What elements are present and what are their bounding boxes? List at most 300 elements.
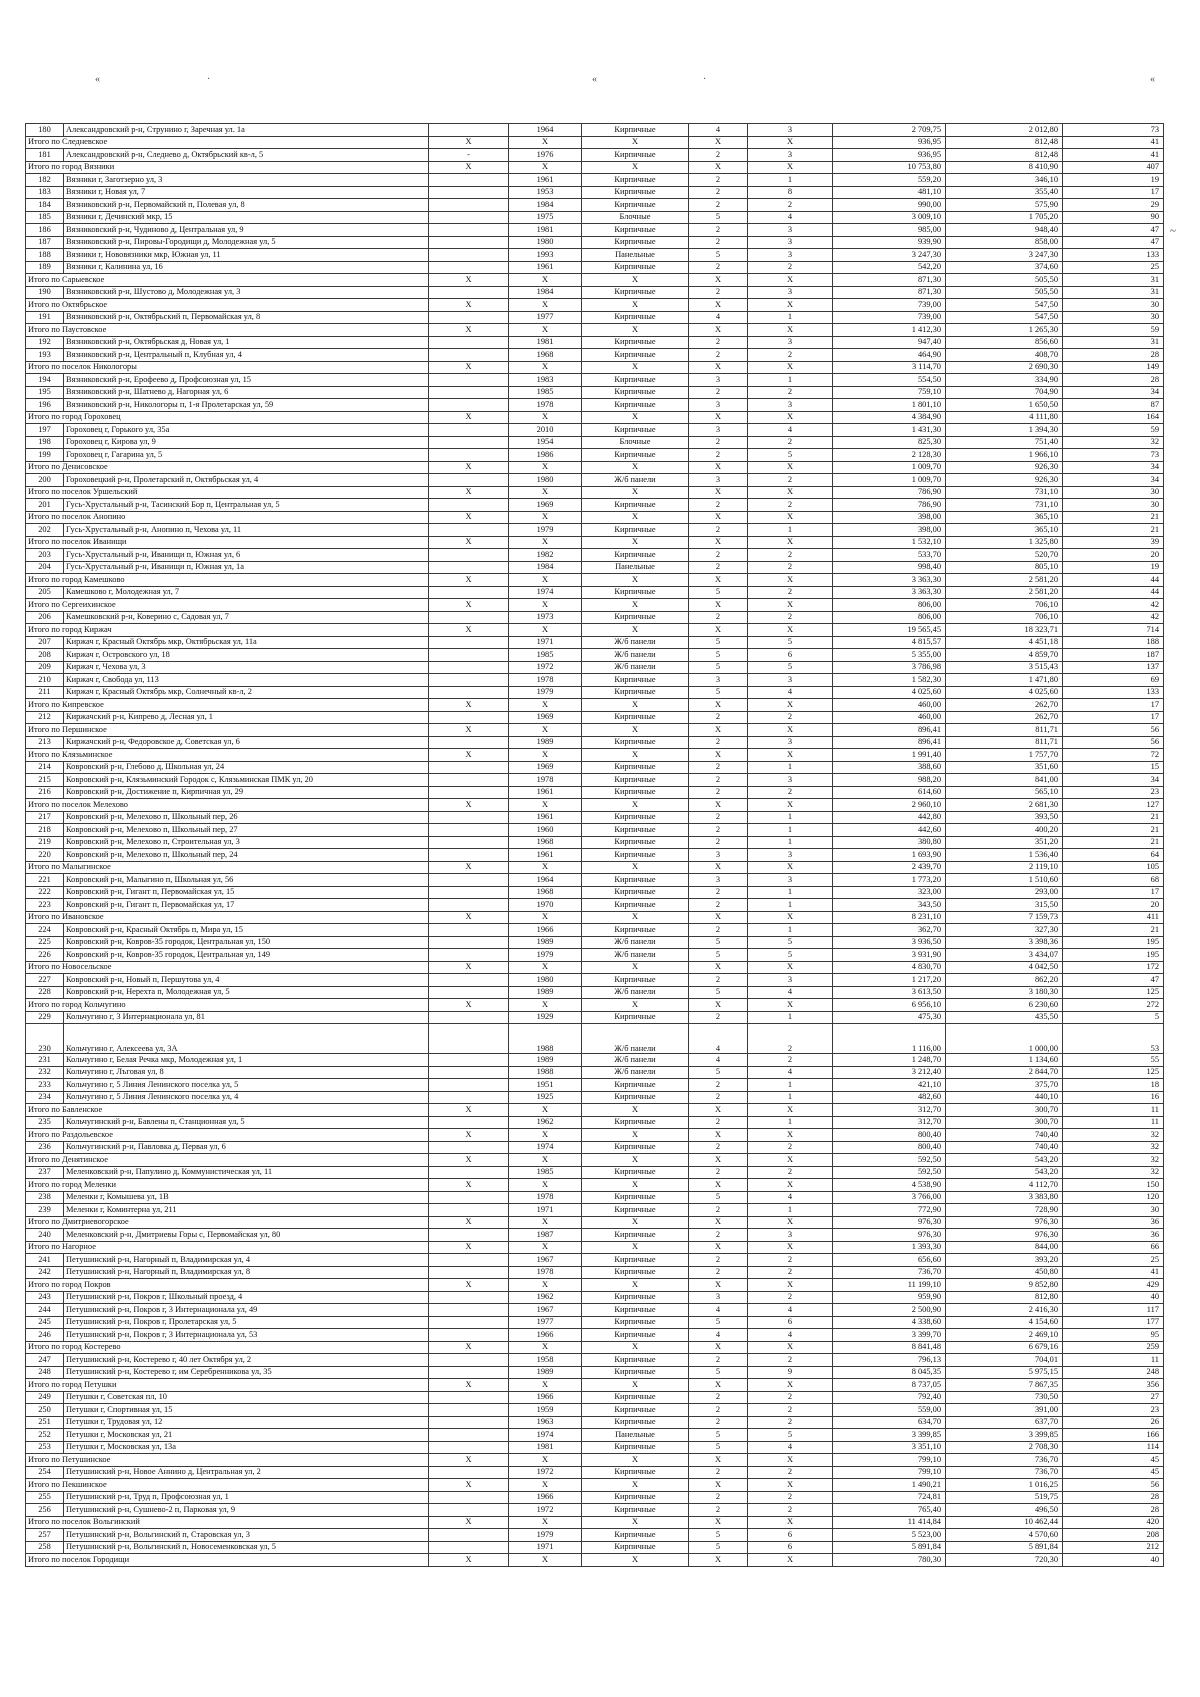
row-material: Кирпичные [582,1316,689,1329]
row-address: Меленковский р-н, Папулино д, Коммунистическая ул, 11 [64,1166,429,1179]
row-number: 196 [26,399,64,412]
row-material: X [582,1379,689,1392]
row-area-total: 799,10 [833,1454,946,1467]
row-material: X [582,799,689,812]
row-entrances: 1 [748,1204,833,1217]
row-residents: 41 [1063,149,1164,162]
row-material: Кирпичные [582,924,689,937]
table-row [26,1491,1164,1504]
row-number: 193 [26,349,64,362]
row-address: Гусь-Хрустальный р-н, Анопино п, Чехова ул, 11 [64,524,429,537]
table-row [26,986,1164,999]
table-row [26,1529,1164,1542]
row-year: 1977 [509,1316,582,1329]
row-address: Петушки г, Спортивная ул, 15 [64,1404,429,1417]
row-material: X [582,161,689,174]
row-area-living: 637,70 [946,1416,1063,1429]
row-floors: X [689,299,748,312]
row-material: Кирпичные [582,524,689,537]
row-residents: 172 [1063,961,1164,974]
row-year: 1989 [509,1054,582,1067]
row-entrances: 5 [748,449,833,462]
row-area-total: 559,00 [833,1404,946,1417]
subtotal-label: Итого по Денятинское [26,1154,429,1167]
row-area-living: 720,30 [946,1554,1063,1567]
row-area-total: 3 351,10 [833,1441,946,1454]
row-material: Кирпичные [582,424,689,437]
row-floors: 2 [689,449,748,462]
row-number: 237 [26,1166,64,1179]
row-number: 242 [26,1266,64,1279]
row-area-total: 634,70 [833,1416,946,1429]
subtotal-row [26,799,1164,812]
row-area-total: 442,80 [833,811,946,824]
row-floors: X [689,599,748,612]
row-number: 211 [26,686,64,699]
table-row [26,1166,1164,1179]
row-residents: 59 [1063,324,1164,337]
row-residents: 25 [1063,261,1164,274]
row-entrances: 9 [748,1366,833,1379]
row-area-living: 5 891,84 [946,1541,1063,1554]
subtotal-label: Итого по Новосельское [26,961,429,974]
row-year: X [509,1554,582,1567]
row-number: 204 [26,561,64,574]
row-area-total: 8 045,35 [833,1366,946,1379]
subtotal-row [26,724,1164,737]
row-year: 1966 [509,1491,582,1504]
row-year: X [509,161,582,174]
row-year: 1978 [509,674,582,687]
row-area-total: 988,20 [833,774,946,787]
row-area-living: 3 515,43 [946,661,1063,674]
row-number: 240 [26,1229,64,1242]
table-row [26,249,1164,262]
row-area-living: 740,40 [946,1129,1063,1142]
row-area-living: 293,00 [946,886,1063,899]
row-x-marker [429,261,509,274]
row-x-marker [429,1024,509,1054]
row-address: Меленки г, Комышева ул, 1В [64,1191,429,1204]
row-x-marker [429,886,509,899]
row-number: 207 [26,636,64,649]
row-floors: X [689,749,748,762]
row-entrances: 1 [748,1116,833,1129]
row-residents: 356 [1063,1379,1164,1392]
row-year: 1985 [509,386,582,399]
row-area-living: 2 119,10 [946,861,1063,874]
row-material: X [582,1516,689,1529]
row-residents: 30 [1063,499,1164,512]
row-floors: X [689,1379,748,1392]
row-x-marker [429,1054,509,1067]
row-area-total: 959,90 [833,1291,946,1304]
table-row [26,186,1164,199]
row-x-marker [429,561,509,574]
row-residents: 30 [1063,299,1164,312]
row-number: 236 [26,1141,64,1154]
row-floors: 5 [689,1066,748,1079]
row-floors: 2 [689,811,748,824]
row-entrances: X [748,1104,833,1117]
table-row [26,374,1164,387]
row-material: X [582,411,689,424]
row-entrances: 6 [748,649,833,662]
row-number: 214 [26,761,64,774]
row-entrances: X [748,1279,833,1292]
row-area-total: 990,00 [833,199,946,212]
subtotal-row [26,749,1164,762]
row-x-marker [429,474,509,487]
row-area-living: 4 154,60 [946,1316,1063,1329]
row-area-total: 388,60 [833,761,946,774]
row-material: Ж/б панели [582,1024,689,1054]
row-area-living: 365,10 [946,511,1063,524]
row-entrances: 2 [748,1504,833,1517]
row-year: 1961 [509,786,582,799]
row-x-marker [429,524,509,537]
row-number: 180 [26,124,64,137]
subtotal-row [26,324,1164,337]
row-year: X [509,274,582,287]
row-entrances: 8 [748,186,833,199]
row-address: Вязниковский р-н, Центральный п, Клубная ул, 4 [64,349,429,362]
subtotal-row [26,1129,1164,1142]
row-number: 254 [26,1466,64,1479]
row-year: X [509,461,582,474]
scan-side-mark: ~ [1170,225,1176,237]
row-year: 1980 [509,474,582,487]
row-entrances: 2 [748,711,833,724]
row-floors: 5 [689,986,748,999]
row-address: Кольчугино г, Белая Речка мкр, Молодежная ул, 1 [64,1054,429,1067]
row-number: 220 [26,849,64,862]
row-entrances: 3 [748,674,833,687]
row-address: Гороховец г, Гагарина ул, 5 [64,449,429,462]
subtotal-label: Итого по поселок Мелехово [26,799,429,812]
row-number: 206 [26,611,64,624]
row-area-living: 728,90 [946,1204,1063,1217]
row-residents: 21 [1063,836,1164,849]
row-x-marker: X [429,1216,509,1229]
row-area-living: 505,50 [946,274,1063,287]
row-residents: 73 [1063,449,1164,462]
table-row [26,811,1164,824]
row-address: Вязниковский р-н, Октябрьская д, Новая ул, 1 [64,336,429,349]
row-floors: 2 [689,974,748,987]
row-residents: 20 [1063,899,1164,912]
row-entrances: 2 [748,474,833,487]
row-area-total: 896,41 [833,736,946,749]
row-area-living: 7 867,35 [946,1379,1063,1392]
row-area-total: 739,00 [833,299,946,312]
row-material: Кирпичные [582,336,689,349]
row-area-total: 4 830,70 [833,961,946,974]
row-residents: 72 [1063,749,1164,762]
row-area-living: 262,70 [946,711,1063,724]
row-floors: 5 [689,649,748,662]
table-row [26,774,1164,787]
row-material: Кирпичные [582,1204,689,1217]
row-residents: 407 [1063,161,1164,174]
row-number: 239 [26,1204,64,1217]
table-row [26,674,1164,687]
row-area-living: 355,40 [946,186,1063,199]
row-entrances: 2 [748,1254,833,1267]
row-x-marker [429,711,509,724]
row-residents: 45 [1063,1454,1164,1467]
row-entrances: 1 [748,924,833,937]
row-address: Петушинский р-н, Вольгинский п, Новосеменковская ул, 5 [64,1541,429,1554]
row-number: 248 [26,1366,64,1379]
row-area-total: 380,80 [833,836,946,849]
subtotal-row [26,1454,1164,1467]
row-number: 189 [26,261,64,274]
row-entrances: 2 [748,1354,833,1367]
row-area-total: 896,41 [833,724,946,737]
row-material: Кирпичные [582,774,689,787]
row-area-total: 947,40 [833,336,946,349]
row-material: Кирпичные [582,1141,689,1154]
row-residents: 259 [1063,1341,1164,1354]
row-entrances: 1 [748,1091,833,1104]
row-floors: 2 [689,899,748,912]
row-area-total: 3 114,70 [833,361,946,374]
row-address: Камешковский р-н, Коверино с, Садовая ул, 7 [64,611,429,624]
row-number: 228 [26,986,64,999]
row-x-marker [429,824,509,837]
subtotal-label: Итого по Пекшинское [26,1479,429,1492]
row-area-living: 2 416,30 [946,1304,1063,1317]
row-area-total: 2 960,10 [833,799,946,812]
row-entrances: 4 [748,424,833,437]
row-floors: 5 [689,211,748,224]
row-year: 1984 [509,199,582,212]
row-x-marker [429,1141,509,1154]
table-row [26,611,1164,624]
row-entrances: 2 [748,1291,833,1304]
subtotal-label: Итого по Нагорное [26,1241,429,1254]
row-residents: 195 [1063,936,1164,949]
row-residents: 45 [1063,1466,1164,1479]
row-area-total: 1 248,70 [833,1054,946,1067]
row-year: 1971 [509,1541,582,1554]
table-row [26,661,1164,674]
subtotal-row [26,1479,1164,1492]
row-residents: 149 [1063,361,1164,374]
table-row [26,399,1164,412]
row-material: X [582,1341,689,1354]
row-entrances: 5 [748,636,833,649]
row-residents: 26 [1063,1416,1164,1429]
row-number: 194 [26,374,64,387]
row-area-total: 542,20 [833,261,946,274]
row-year: 1960 [509,824,582,837]
row-x-marker: X [429,574,509,587]
row-floors: 2 [689,1354,748,1367]
row-year: 1989 [509,936,582,949]
row-floors: X [689,1129,748,1142]
table-row [26,474,1164,487]
row-x-marker [429,899,509,912]
table-row [26,224,1164,237]
row-area-living: 4 451,18 [946,636,1063,649]
row-floors: 2 [689,761,748,774]
row-area-total: 796,13 [833,1354,946,1367]
table-row [26,1329,1164,1342]
table-row [26,1304,1164,1317]
row-floors: X [689,911,748,924]
row-year: 1967 [509,1254,582,1267]
row-address: Ковровский р-н, Мелехово п, Школьный пер, 24 [64,849,429,862]
row-material: Кирпичные [582,311,689,324]
row-material: Ж/б панели [582,1054,689,1067]
row-address: Гусь-Хрустальный р-н, Тасинский Бор п, Центральная ул, 5 [64,499,429,512]
table-row [26,1024,1164,1054]
row-residents: 11 [1063,1354,1164,1367]
row-x-marker [429,1304,509,1317]
row-floors: 3 [689,1291,748,1304]
row-residents: 28 [1063,1491,1164,1504]
row-floors: 2 [689,499,748,512]
row-area-living: 375,70 [946,1079,1063,1092]
row-x-marker [429,1404,509,1417]
table-row [26,1366,1164,1379]
row-year: 1968 [509,836,582,849]
row-residents: 177 [1063,1316,1164,1329]
row-entrances: X [748,161,833,174]
row-entrances: 4 [748,1441,833,1454]
row-floors: 2 [689,199,748,212]
row-area-living: 450,80 [946,1266,1063,1279]
subtotal-label: Итого по город Петушки [26,1379,429,1392]
row-floors: X [689,1454,748,1467]
row-year: X [509,599,582,612]
row-address: Петушинский р-н, Покров г, Пролетарская ул, 5 [64,1316,429,1329]
row-area-living: 2 690,30 [946,361,1063,374]
subtotal-label: Итого по Раздольевское [26,1129,429,1142]
row-entrances: X [748,1216,833,1229]
row-residents: 127 [1063,799,1164,812]
row-entrances: 2 [748,1166,833,1179]
row-x-marker [429,874,509,887]
row-number: 221 [26,874,64,887]
row-number: 241 [26,1254,64,1267]
row-area-total: 786,90 [833,499,946,512]
row-x-marker: X [429,461,509,474]
row-address: Петушинский р-н, Нагорный п, Владимирская ул, 4 [64,1254,429,1267]
row-entrances: 2 [748,1024,833,1054]
row-residents: 714 [1063,624,1164,637]
row-year: 1971 [509,1204,582,1217]
row-number: 195 [26,386,64,399]
row-floors: X [689,799,748,812]
row-x-marker [429,311,509,324]
row-entrances: 1 [748,761,833,774]
row-residents: 19 [1063,561,1164,574]
row-year: 1982 [509,549,582,562]
row-material: Кирпичные [582,1266,689,1279]
table-row [26,311,1164,324]
row-number: 244 [26,1304,64,1317]
row-area-total: 3 399,85 [833,1429,946,1442]
row-area-living: 2 581,20 [946,586,1063,599]
row-area-total: 985,00 [833,224,946,237]
row-address: Петушинский р-н, Сушнево-2 п, Парковая ул, 9 [64,1504,429,1517]
row-address: Вязниковский р-н, Никологоры п, 1-я Пролетарская ул, 59 [64,399,429,412]
row-material: Кирпичные [582,1011,689,1024]
row-number: 224 [26,924,64,937]
table-row [26,1141,1164,1154]
row-area-total: 592,50 [833,1154,946,1167]
table-row [26,1091,1164,1104]
row-material: X [582,961,689,974]
row-area-living: 374,60 [946,261,1063,274]
subtotal-row [26,599,1164,612]
row-year: 1966 [509,1329,582,1342]
row-floors: 5 [689,1316,748,1329]
subtotal-label: Итого по Паустовское [26,324,429,337]
row-year: X [509,411,582,424]
row-entrances: 2 [748,499,833,512]
row-address: Кольчугино г, Лъговая ул, 8 [64,1066,429,1079]
row-entrances: 3 [748,336,833,349]
row-entrances: 5 [748,661,833,674]
row-area-living: 1 394,30 [946,424,1063,437]
row-residents: 187 [1063,649,1164,662]
row-residents: 208 [1063,1529,1164,1542]
row-area-living: 543,20 [946,1166,1063,1179]
row-residents: 29 [1063,199,1164,212]
table-row [26,1466,1164,1479]
table-row [26,499,1164,512]
row-year: 1993 [509,249,582,262]
table-row [26,236,1164,249]
row-number: 249 [26,1391,64,1404]
row-x-marker [429,1416,509,1429]
row-address: Гусь-Хрустальный р-н, Иванищи п, Южная ул, 1а [64,561,429,574]
row-floors: 4 [689,1329,748,1342]
row-x-marker [429,649,509,662]
row-entrances: 3 [748,974,833,987]
row-floors: 2 [689,886,748,899]
row-x-marker [429,211,509,224]
row-residents: 41 [1063,136,1164,149]
row-x-marker [429,1541,509,1554]
row-material: Кирпичные [582,449,689,462]
row-entrances: 1 [748,899,833,912]
row-entrances: X [748,1516,833,1529]
row-area-living: 730,50 [946,1391,1063,1404]
row-number: 243 [26,1291,64,1304]
row-floors: 4 [689,311,748,324]
row-entrances: 3 [748,399,833,412]
row-area-total: 656,60 [833,1254,946,1267]
row-entrances: X [748,574,833,587]
row-area-total: 1 773,20 [833,874,946,887]
row-floors: 3 [689,874,748,887]
row-year: 1974 [509,1429,582,1442]
row-floors: 2 [689,711,748,724]
row-floors: 2 [689,1254,748,1267]
row-x-marker [429,1529,509,1542]
subtotal-row [26,699,1164,712]
row-x-marker [429,174,509,187]
row-x-marker [429,124,509,137]
row-address: Петушинский р-н, Покров г, 3 Интернационала ул, 53 [64,1329,429,1342]
row-x-marker: X [429,411,509,424]
row-area-total: 3 613,50 [833,986,946,999]
